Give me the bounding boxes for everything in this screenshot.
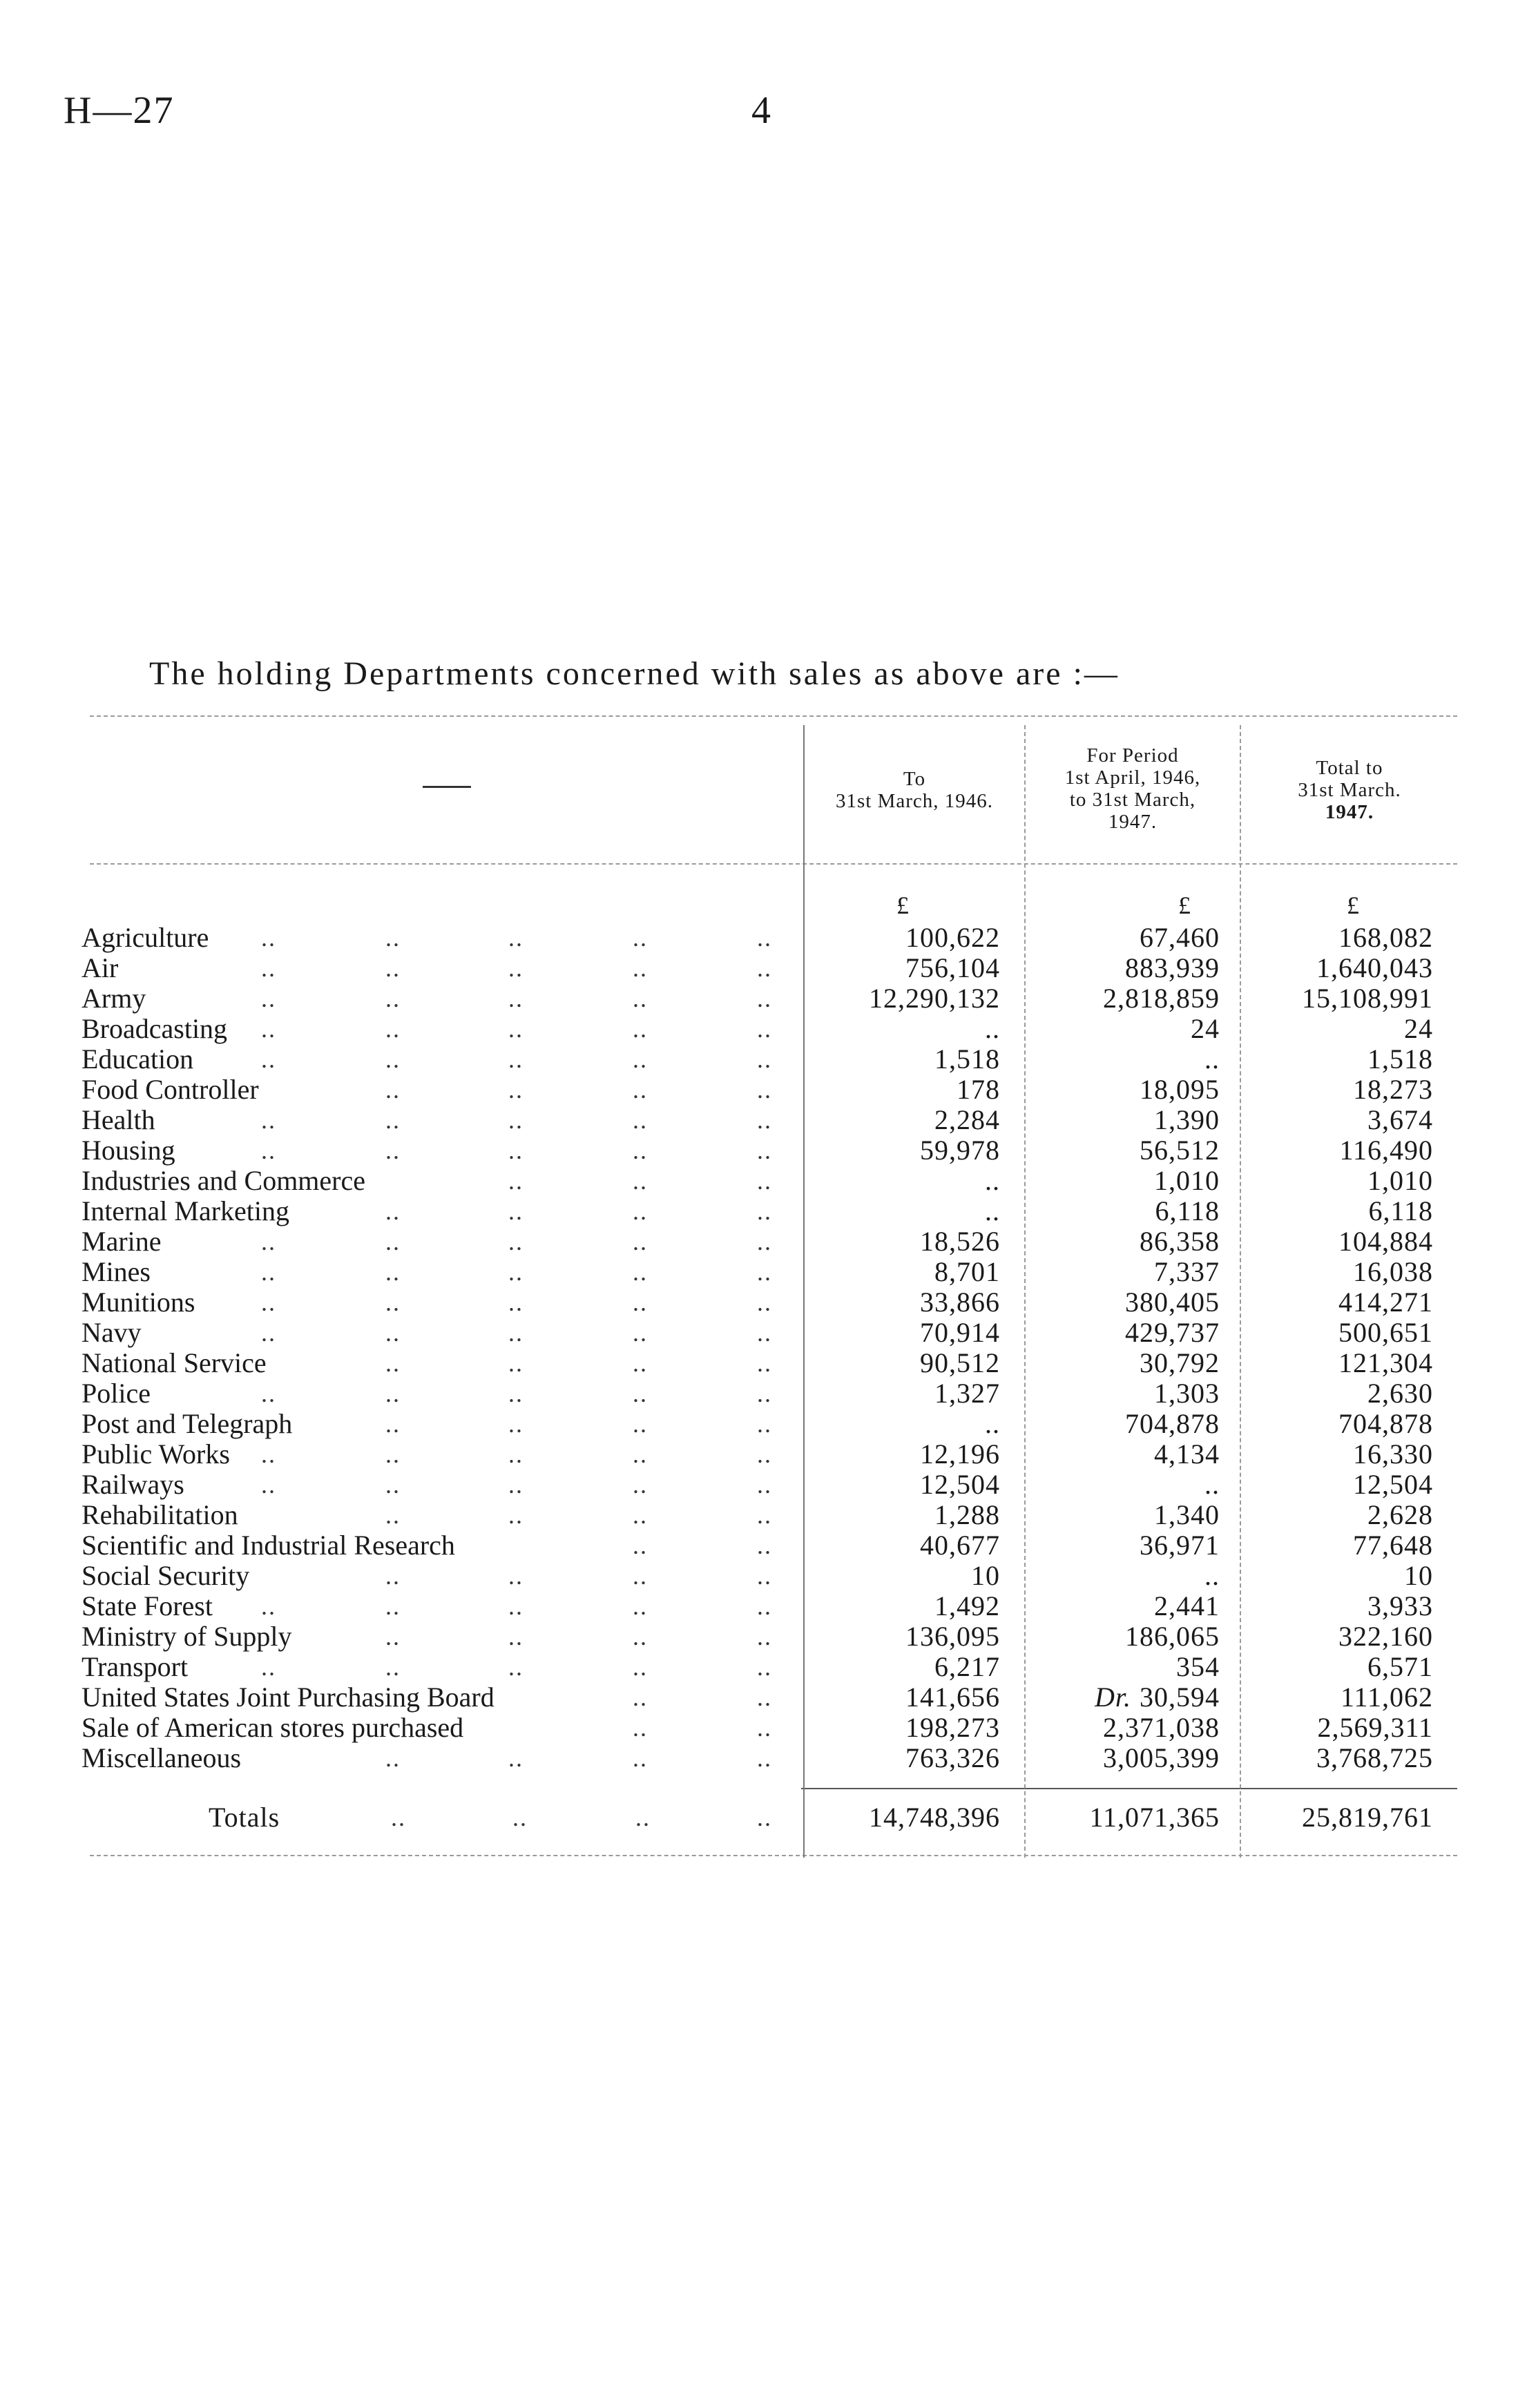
value-c1: 33,866 <box>920 1287 1000 1318</box>
leader-dot: .. <box>757 1015 772 1043</box>
value-c3: 104,884 <box>1338 1226 1433 1257</box>
department-name: Army <box>81 983 146 1014</box>
leader-dot: .. <box>508 1046 524 1073</box>
column-header-line: Total to <box>1316 757 1383 779</box>
leader-dot: .. <box>385 1076 401 1104</box>
leader-dot: .. <box>757 1562 772 1590</box>
leader-dot: .. <box>635 1804 651 1831</box>
value-c3: 2,569,311 <box>1317 1712 1433 1743</box>
department-name: Agriculture <box>81 922 209 953</box>
leader-dot: .. <box>385 1289 401 1316</box>
leader-dot: .. <box>385 1562 401 1590</box>
leader-dot: .. <box>633 1197 648 1225</box>
leader-dot: .. <box>508 1562 524 1590</box>
totals-col3: 25,819,761 <box>1302 1802 1433 1833</box>
column-header-line: 1st April, 1946, <box>1064 767 1201 789</box>
leader-dot: .. <box>508 1653 524 1681</box>
value-c2: 3,005,399 <box>1103 1742 1220 1773</box>
leader-dot: .. <box>508 1137 524 1164</box>
leader-dot: .. <box>508 1471 524 1499</box>
leader-dot: .. <box>508 1289 524 1316</box>
value-c2: 186,065 <box>1125 1621 1220 1652</box>
department-name: Transport <box>81 1651 189 1682</box>
leader-dot: .. <box>633 1653 648 1681</box>
department-name: United States Joint Purchasing Board <box>81 1682 494 1713</box>
department-name: Education <box>81 1043 194 1075</box>
value-c2: 1,303 <box>1154 1378 1220 1409</box>
table-bottom-rule <box>90 1855 1457 1856</box>
leader-dot: .. <box>633 1106 648 1134</box>
value-c3: 6,571 <box>1367 1651 1433 1682</box>
leader-dot: .. <box>261 1106 276 1134</box>
department-name: Railways <box>81 1469 184 1500</box>
value-c3: 111,062 <box>1340 1682 1433 1713</box>
leader-dot: .. <box>633 1714 648 1742</box>
leader-dot: .. <box>757 1167 772 1195</box>
leader-dot: .. <box>508 1167 524 1195</box>
table-row <box>0 1105 1527 1135</box>
leader-dot: .. <box>633 924 648 952</box>
leader-dot: .. <box>261 954 276 982</box>
value-c2: .. <box>1204 1043 1220 1075</box>
leader-dot: .. <box>633 1289 648 1316</box>
leader-dot: .. <box>261 1046 276 1073</box>
leader-dot: .. <box>508 1197 524 1225</box>
leader-dot: .. <box>633 1319 648 1347</box>
leader-dot: .. <box>261 1015 276 1043</box>
leader-dot: .. <box>633 1076 648 1104</box>
department-name: Munitions <box>81 1287 195 1318</box>
leader-dot: .. <box>757 1046 772 1073</box>
department-name: Sale of American stores purchased <box>81 1712 464 1743</box>
leader-dot: .. <box>385 1623 401 1650</box>
value-c1: 178 <box>957 1074 1000 1105</box>
value-c1: 1,327 <box>934 1378 1000 1409</box>
value-c1: 1,518 <box>934 1043 1000 1075</box>
table-row <box>0 1226 1527 1257</box>
table-row <box>0 1348 1527 1378</box>
leader-dot: .. <box>261 1441 276 1468</box>
leader-dot: .. <box>508 954 524 982</box>
value-c1: 1,288 <box>934 1499 1000 1530</box>
value-c2: 30,792 <box>1140 1347 1220 1378</box>
leader-dot: .. <box>385 1349 401 1377</box>
value-c2: 18,095 <box>1140 1074 1220 1105</box>
value-c2: 7,337 <box>1154 1256 1220 1287</box>
table-row <box>0 1530 1527 1561</box>
value-c2: 2,371,038 <box>1103 1712 1220 1743</box>
department-name: Miscellaneous <box>81 1742 242 1773</box>
leader-dot: .. <box>508 1015 524 1043</box>
value-c1: 12,290,132 <box>869 983 1000 1014</box>
leader-dot: .. <box>261 1289 276 1316</box>
leader-dot: .. <box>385 1228 401 1255</box>
leader-dot: .. <box>757 1804 772 1831</box>
leader-dot: .. <box>633 1410 648 1438</box>
leader-dot: .. <box>757 1228 772 1255</box>
table-row <box>0 1257 1527 1287</box>
leader-dot: .. <box>385 1471 401 1499</box>
department-name: Police <box>81 1378 151 1409</box>
value-c3: 168,082 <box>1338 922 1433 953</box>
leader-dot: .. <box>633 1562 648 1590</box>
leader-dot: .. <box>633 1684 648 1711</box>
leader-dot: .. <box>508 1380 524 1407</box>
leader-dot: .. <box>757 1471 772 1499</box>
leader-dot: .. <box>385 1592 401 1620</box>
value-c3: 16,038 <box>1353 1256 1433 1287</box>
value-c3: 121,304 <box>1338 1347 1433 1378</box>
value-c1: 763,326 <box>905 1742 1000 1773</box>
value-c3: 116,490 <box>1339 1135 1433 1166</box>
stub-header-dash <box>423 786 471 788</box>
value-c3: 2,628 <box>1367 1499 1433 1530</box>
value-c2: .. <box>1204 1560 1220 1591</box>
value-c2: 883,939 <box>1125 952 1220 983</box>
column-header-line: to 31st March, <box>1069 789 1196 811</box>
leader-dot: .. <box>633 1623 648 1650</box>
leader-dot: .. <box>633 1592 648 1620</box>
leader-dot: .. <box>385 1380 401 1407</box>
leader-dot: .. <box>757 1714 772 1742</box>
department-name: Public Works <box>81 1438 230 1470</box>
value-c2: 380,405 <box>1125 1287 1220 1318</box>
leader-dot: .. <box>261 1380 276 1407</box>
leader-dot: .. <box>757 1744 772 1772</box>
header-bottom-rule <box>90 863 1457 865</box>
table-row <box>0 1500 1527 1530</box>
leader-dot: .. <box>757 1106 772 1134</box>
table-row <box>0 1621 1527 1652</box>
department-name: Food Controller <box>81 1074 259 1105</box>
department-name: Broadcasting <box>81 1013 228 1044</box>
value-c1: .. <box>985 1013 1000 1044</box>
table-row <box>0 1135 1527 1166</box>
column-header-to-1946 <box>805 768 1024 812</box>
leader-dot: .. <box>757 1410 772 1438</box>
leader-dot: .. <box>757 1592 772 1620</box>
table-row <box>0 1652 1527 1682</box>
leader-dot: .. <box>261 1137 276 1164</box>
value-c3: 1,518 <box>1367 1043 1433 1075</box>
leader-dot: .. <box>757 1289 772 1316</box>
value-c2: 704,878 <box>1125 1408 1220 1439</box>
value-c1: 2,284 <box>934 1104 1000 1135</box>
page-reference: H—27 <box>64 89 175 132</box>
table-row <box>0 953 1527 983</box>
value-c3: 24 <box>1404 1013 1433 1044</box>
value-c2: 86,358 <box>1140 1226 1220 1257</box>
leader-dot: .. <box>757 1137 772 1164</box>
value-c3: 414,271 <box>1338 1287 1433 1318</box>
value-c3: 2,630 <box>1367 1378 1433 1409</box>
leader-dot: .. <box>391 1804 406 1831</box>
value-c3: 322,160 <box>1338 1621 1433 1652</box>
column-header-line: 31st March. <box>1298 779 1401 801</box>
leader-dot: .. <box>508 924 524 952</box>
value-c3: 3,933 <box>1367 1590 1433 1621</box>
totals-top-rule <box>801 1788 1457 1789</box>
totals-col1: 14,748,396 <box>869 1802 1000 1833</box>
leader-dot: .. <box>385 1441 401 1468</box>
table-row <box>0 1409 1527 1439</box>
value-c2: 429,737 <box>1125 1317 1220 1348</box>
leader-dot: .. <box>385 1015 401 1043</box>
leader-dot: .. <box>633 1744 648 1772</box>
department-name: Scientific and Industrial Research <box>81 1530 455 1561</box>
leader-dot: .. <box>508 1258 524 1286</box>
value-c3: 1,640,043 <box>1316 952 1433 983</box>
value-c3: 16,330 <box>1353 1438 1433 1470</box>
totals-label: Totals <box>209 1802 280 1833</box>
value-c3: 1,010 <box>1367 1165 1433 1196</box>
table-row <box>0 1166 1527 1196</box>
leader-dot: .. <box>633 1532 648 1559</box>
leader-dot: .. <box>385 954 401 982</box>
leader-dot: .. <box>385 1410 401 1438</box>
value-c1: 59,978 <box>920 1135 1000 1166</box>
value-c3: 10 <box>1404 1560 1433 1591</box>
leader-dot: .. <box>633 1167 648 1195</box>
value-c1: 12,504 <box>920 1469 1000 1500</box>
department-name: National Service <box>81 1347 267 1378</box>
leader-dot: .. <box>757 1684 772 1711</box>
leader-dot: .. <box>385 1319 401 1347</box>
table-row <box>0 1318 1527 1348</box>
leader-dot: .. <box>508 1744 524 1772</box>
leader-dot: .. <box>385 1744 401 1772</box>
value-c2 <box>1095 1682 1220 1713</box>
value-c2: 2,441 <box>1154 1590 1220 1621</box>
leader-dot: .. <box>261 1228 276 1255</box>
leader-dot: .. <box>633 1501 648 1529</box>
column-header-line: 1947. <box>1325 801 1374 823</box>
value-c3: 3,674 <box>1367 1104 1433 1135</box>
table-row <box>0 1287 1527 1318</box>
column-header-line: 1947. <box>1108 811 1158 833</box>
debit-prefix: Dr. <box>1094 1682 1131 1713</box>
table-top-rule <box>90 715 1457 717</box>
leader-dot: .. <box>757 924 772 952</box>
leader-dot: .. <box>508 1592 524 1620</box>
table-row <box>0 1075 1527 1105</box>
page-number: 4 <box>751 89 771 132</box>
value-c1: 1,492 <box>934 1590 1000 1621</box>
value-c1: .. <box>985 1408 1000 1439</box>
department-name: Ministry of Supply <box>81 1621 292 1652</box>
value-number: 30,594 <box>1140 1682 1220 1713</box>
value-c2: 36,971 <box>1140 1530 1220 1561</box>
leader-dot: .. <box>633 954 648 982</box>
table-row <box>0 1439 1527 1470</box>
table-row <box>0 1044 1527 1075</box>
leader-dot: .. <box>508 1228 524 1255</box>
column-header-line: For Period <box>1086 744 1179 767</box>
leader-dot: .. <box>508 1410 524 1438</box>
value-c1: .. <box>985 1195 1000 1226</box>
leader-dot: .. <box>757 1349 772 1377</box>
department-name: Social Security <box>81 1560 250 1591</box>
leader-dot: .. <box>385 1501 401 1529</box>
value-c2: 1,340 <box>1154 1499 1220 1530</box>
leader-dot: .. <box>261 1592 276 1620</box>
currency-symbol-col1: £ <box>896 892 909 919</box>
totals-row <box>0 1802 1527 1833</box>
department-name: Health <box>81 1104 155 1135</box>
table-row <box>0 1470 1527 1500</box>
leader-dot: .. <box>633 1349 648 1377</box>
leader-dot: .. <box>757 1319 772 1347</box>
leader-dot: .. <box>633 1258 648 1286</box>
leader-dot: .. <box>508 1076 524 1104</box>
department-name: Navy <box>81 1317 142 1348</box>
department-name: State Forest <box>81 1590 213 1621</box>
leader-dot: .. <box>757 1623 772 1650</box>
value-c3: 12,504 <box>1353 1469 1433 1500</box>
leader-dot: .. <box>757 1197 772 1225</box>
department-name: Industries and Commerce <box>81 1165 365 1196</box>
table-row <box>0 1378 1527 1409</box>
leader-dot: .. <box>633 1137 648 1164</box>
value-c2: 6,118 <box>1155 1195 1220 1226</box>
leader-dot: .. <box>633 1015 648 1043</box>
department-name: Air <box>81 952 119 983</box>
table-row <box>0 1591 1527 1621</box>
value-c3: 18,273 <box>1353 1074 1433 1105</box>
leader-dot: .. <box>757 1501 772 1529</box>
value-c1: 141,656 <box>905 1682 1000 1713</box>
value-c2: 1,390 <box>1154 1104 1220 1135</box>
leader-dot: .. <box>508 1106 524 1134</box>
totals-col2: 11,071,365 <box>1089 1802 1220 1833</box>
leader-dot: .. <box>385 1653 401 1681</box>
leader-dot: .. <box>508 1623 524 1650</box>
value-c2: 67,460 <box>1140 922 1220 953</box>
leader-dot: .. <box>385 1137 401 1164</box>
value-c3: 704,878 <box>1338 1408 1433 1439</box>
leader-dot: .. <box>385 985 401 1012</box>
currency-symbol-col3: £ <box>1347 892 1359 919</box>
column-header-total-to-1947 <box>1242 757 1457 823</box>
value-c1: 8,701 <box>934 1256 1000 1287</box>
table-row <box>0 923 1527 953</box>
department-name: Mines <box>81 1256 151 1287</box>
leader-dot: .. <box>633 1471 648 1499</box>
leader-dot: .. <box>633 1441 648 1468</box>
value-c2: 24 <box>1191 1013 1220 1044</box>
leader-dot: .. <box>757 1653 772 1681</box>
value-c3: 3,768,725 <box>1316 1742 1433 1773</box>
value-c2: 2,818,859 <box>1103 983 1220 1014</box>
department-name: Post and Telegraph <box>81 1408 293 1439</box>
value-c1: 70,914 <box>920 1317 1000 1348</box>
value-c1: 756,104 <box>905 952 1000 983</box>
leader-dot: .. <box>757 1380 772 1407</box>
leader-dot: .. <box>385 1197 401 1225</box>
leader-dot: .. <box>261 1319 276 1347</box>
value-c1: 100,622 <box>905 922 1000 953</box>
value-c3: 15,108,991 <box>1302 983 1433 1014</box>
value-c2: 4,134 <box>1154 1438 1220 1470</box>
leader-dot: .. <box>508 985 524 1012</box>
value-c3: 500,651 <box>1338 1317 1433 1348</box>
value-c1: 40,677 <box>920 1530 1000 1561</box>
department-name: Housing <box>81 1135 175 1166</box>
leader-dot: .. <box>508 1349 524 1377</box>
value-c1: .. <box>985 1165 1000 1196</box>
leader-dot: .. <box>261 985 276 1012</box>
leader-dot: .. <box>633 1380 648 1407</box>
table-row <box>0 1743 1527 1773</box>
value-c3: 77,648 <box>1353 1530 1433 1561</box>
leader-dot: .. <box>757 1076 772 1104</box>
leader-dot: .. <box>261 1653 276 1681</box>
value-c2: 56,512 <box>1140 1135 1220 1166</box>
department-name: Rehabilitation <box>81 1499 238 1530</box>
department-name: Marine <box>81 1226 162 1257</box>
leader-dot: .. <box>757 985 772 1012</box>
column-header-line: To <box>903 768 926 790</box>
leader-dot: .. <box>508 1501 524 1529</box>
column-header-period-1946-47 <box>1026 744 1239 833</box>
leader-dot: .. <box>385 924 401 952</box>
leader-dot: .. <box>757 954 772 982</box>
leader-dot: .. <box>633 1228 648 1255</box>
leader-dot: .. <box>757 1532 772 1559</box>
leader-dot: .. <box>261 1258 276 1286</box>
intro-text: The holding Departments concerned with sales as above are :— <box>149 655 1120 692</box>
leader-dot: .. <box>261 924 276 952</box>
department-name: Internal Marketing <box>81 1195 289 1226</box>
leader-dot: .. <box>757 1258 772 1286</box>
leader-dot: .. <box>633 1046 648 1073</box>
table-row <box>0 1561 1527 1591</box>
value-c1: 198,273 <box>905 1712 1000 1743</box>
value-c1: 18,526 <box>920 1226 1000 1257</box>
leader-dot: .. <box>508 1441 524 1468</box>
table-row <box>0 1014 1527 1044</box>
leader-dot: .. <box>261 1471 276 1499</box>
leader-dot: .. <box>385 1258 401 1286</box>
value-c2: 354 <box>1176 1651 1220 1682</box>
value-c1: 10 <box>971 1560 1000 1591</box>
value-c3: 6,118 <box>1368 1195 1433 1226</box>
leader-dot: .. <box>385 1106 401 1134</box>
table-row <box>0 1713 1527 1743</box>
table-row <box>0 983 1527 1014</box>
value-c1: 136,095 <box>905 1621 1000 1652</box>
currency-symbol-col2: £ <box>1178 892 1191 919</box>
value-c2: 1,010 <box>1154 1165 1220 1196</box>
leader-dot: .. <box>633 985 648 1012</box>
leader-dot: .. <box>385 1046 401 1073</box>
table-row <box>0 1196 1527 1226</box>
table-row <box>0 1682 1527 1713</box>
value-c1: 90,512 <box>920 1347 1000 1378</box>
column-header-line: 31st March, 1946. <box>835 790 994 812</box>
value-c2: .. <box>1204 1469 1220 1500</box>
leader-dot: .. <box>508 1319 524 1347</box>
leader-dot: .. <box>512 1804 528 1831</box>
value-c1: 6,217 <box>934 1651 1000 1682</box>
leader-dot: .. <box>757 1441 772 1468</box>
value-c1: 12,196 <box>920 1438 1000 1470</box>
